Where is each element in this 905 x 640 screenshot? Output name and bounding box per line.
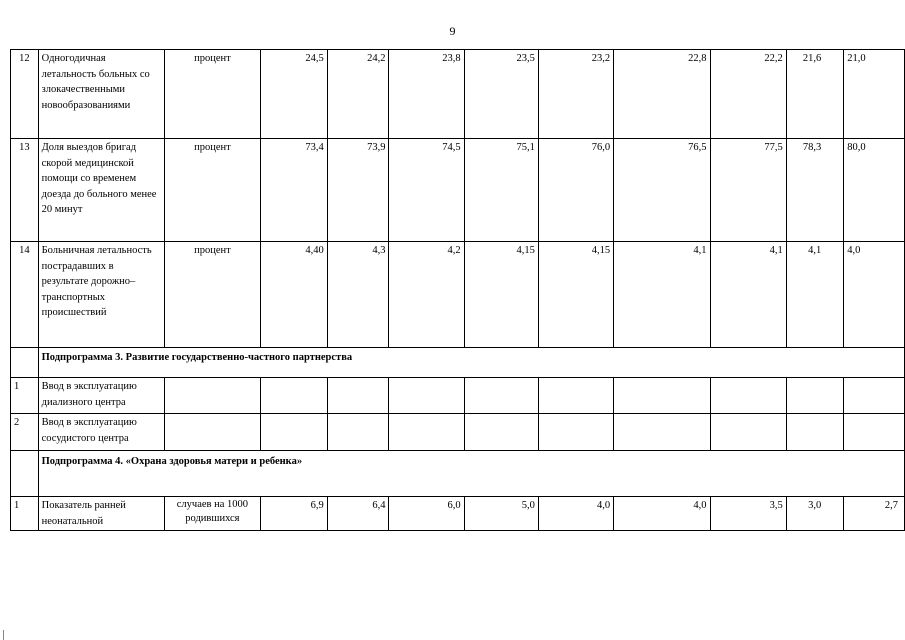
value-cell: 23,2 [538, 50, 613, 139]
value-cell: 4,1 [786, 242, 844, 348]
empty-cell [11, 451, 39, 497]
empty-cell [11, 348, 39, 378]
empty-cell [786, 414, 844, 451]
indicator-name: Доля выездов бригад скорой медицинской помощи со временем доезда до больного менее 20 минут [38, 139, 164, 242]
empty-cell [164, 378, 261, 414]
empty-cell [389, 414, 464, 451]
empty-cell [710, 378, 786, 414]
value-cell: 4,0 [614, 497, 710, 531]
value-cell: 73,9 [327, 139, 389, 242]
value-cell: 6,0 [389, 497, 464, 531]
value-cell: 23,5 [464, 50, 538, 139]
indicators-table [10, 49, 905, 531]
empty-cell [614, 378, 710, 414]
subprogram-title: Подпрограмма 3. Развитие государственно-частного партнерства [38, 348, 904, 378]
table-row [11, 378, 905, 414]
value-cell: 4,1 [710, 242, 786, 348]
value-cell: 4,15 [464, 242, 538, 348]
empty-cell [164, 414, 261, 451]
subprogram-title: Подпрограмма 4. «Охрана здоровья матери и ребенка» [38, 451, 904, 497]
value-cell: 4,0 [844, 242, 905, 348]
table-row [11, 50, 905, 139]
empty-cell [538, 378, 613, 414]
value-cell: 2,7 [844, 497, 905, 531]
value-cell: 76,0 [538, 139, 613, 242]
value-cell: 3,0 [786, 497, 844, 531]
value-cell: 76,5 [614, 139, 710, 242]
table-row [11, 414, 905, 451]
value-cell: 22,2 [710, 50, 786, 139]
empty-cell [786, 378, 844, 414]
value-cell: 73,4 [261, 139, 328, 242]
empty-cell [538, 414, 613, 451]
empty-cell [844, 414, 905, 451]
empty-cell [327, 378, 389, 414]
unit-cell: процент [164, 50, 261, 139]
value-cell: 80,0 [844, 139, 905, 242]
value-cell: 24,5 [261, 50, 328, 139]
table-row [11, 139, 905, 242]
row-number: 12 [11, 50, 39, 139]
empty-cell [464, 414, 538, 451]
page-number: 9 [449, 24, 456, 38]
unit-cell: случаев на 1000 родившихся [164, 497, 261, 531]
value-cell: 23,8 [389, 50, 464, 139]
table-row [11, 242, 905, 348]
value-cell: 4,3 [327, 242, 389, 348]
value-cell: 75,1 [464, 139, 538, 242]
empty-cell [261, 414, 328, 451]
row-number: 13 [11, 139, 39, 242]
empty-cell [389, 378, 464, 414]
value-cell: 6,4 [327, 497, 389, 531]
row-number: 2 [11, 414, 39, 451]
row-number: 1 [11, 378, 39, 414]
value-cell: 4,1 [614, 242, 710, 348]
indicator-name: Показатель ранней неонатальной [38, 497, 164, 531]
value-cell: 4,40 [261, 242, 328, 348]
empty-cell [261, 378, 328, 414]
value-cell: 77,5 [710, 139, 786, 242]
value-cell: 24,2 [327, 50, 389, 139]
empty-cell [844, 378, 905, 414]
unit-cell: процент [164, 139, 261, 242]
subprogram-row [11, 348, 905, 378]
value-cell: 4,2 [389, 242, 464, 348]
value-cell: 74,5 [389, 139, 464, 242]
value-cell: 4,0 [538, 497, 613, 531]
row-number: 14 [11, 242, 39, 348]
empty-cell [710, 414, 786, 451]
indicator-name: Ввод в эксплуатацию сосудистого центра [38, 414, 164, 451]
value-cell: 21,0 [844, 50, 905, 139]
indicator-name: Больничная летальность пострадавших в результате дорожно–транспортных происшествий [38, 242, 164, 348]
value-cell: 22,8 [614, 50, 710, 139]
value-cell: 21,6 [786, 50, 844, 139]
value-cell: 3,5 [710, 497, 786, 531]
value-cell: 78,3 [786, 139, 844, 242]
empty-cell [327, 414, 389, 451]
indicator-name: Ввод в эксплуатацию диализного центра [38, 378, 164, 414]
indicator-name: Одногодичная летальность больных со злокачественными новообразованиями [38, 50, 164, 139]
table-row [11, 497, 905, 531]
scan-edge-mark [3, 630, 4, 640]
value-cell: 6,9 [261, 497, 328, 531]
unit-cell: процент [164, 242, 261, 348]
subprogram-row [11, 451, 905, 497]
empty-cell [614, 414, 710, 451]
value-cell: 4,15 [538, 242, 613, 348]
empty-cell [464, 378, 538, 414]
row-number: 1 [11, 497, 39, 531]
value-cell: 5,0 [464, 497, 538, 531]
